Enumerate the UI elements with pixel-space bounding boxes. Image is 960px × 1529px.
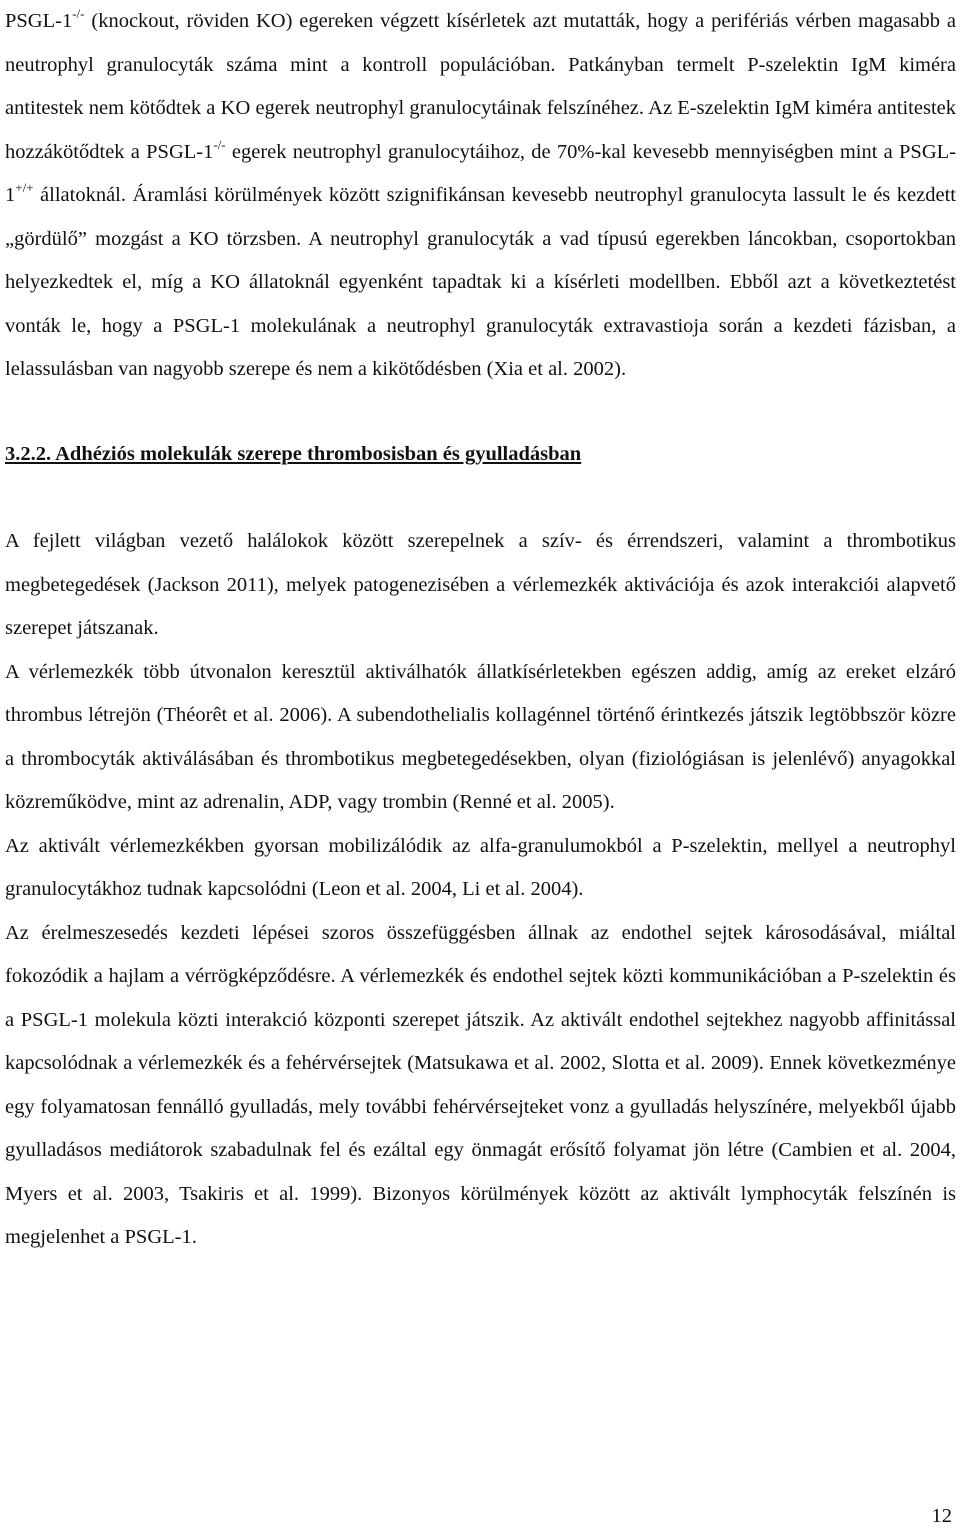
intro-text-3: egerek neutrophyl granulocytáihoz, de 70%-kal kevesebb mennyiségben mint a PSGL-1 <box>5 140 956 206</box>
document-page <box>5 0 956 1260</box>
knockout-superscript: -/- <box>72 5 85 21</box>
page-number: 12 <box>931 1505 952 1527</box>
intro-text-4: állatoknál. Áramlási körülmények között szignifikánsan kevesebb neutrophyl granulocyta lassult le és kezdett „gördülő” mozgást a KO törzsben. A neutrophyl granulocyták a vad típusú egerekben láncokban, csoportokban helyezkedtek el, míg a KO állatoknál egyenként tapadtak ki a kísérleti modellben. Ebből azt a következtetést vonták le, hogy a PSGL-1 molekulának a neutrophyl granulocyták extravastioja során a kezdeti fázisban, a lelassulásban van nagyobb szerepe és nem a kikötődésben (Xia et al. 2002). <box>5 184 956 380</box>
intro-text-2: (knockout, röviden KO) egereken végzett kísérletek azt mutatták, hogy a perifériás vérben magasabb a neutrophyl granulocyták száma mint a kontroll populációban. Patkányban termelt P-szelektin IgM kiméra antitestek nem kötődtek a KO egerek neutrophyl granulocytáinak felszínéhez. Az E-szelektin IgM kiméra antitestek hozzákötődtek a PSGL-1 <box>5 10 956 163</box>
knockout-superscript-2: -/- <box>213 136 226 152</box>
section-spacer <box>5 476 956 520</box>
body-paragraph: Az érelmeszesedés kezdeti lépései szoros összefüggésben állnak az endothel sejtek károsodásával, miáltal fokozódik a hajlam a vérrögképződésre. A vérlemezkék és endothel sejtek közti kommunikációban a P-szelektin és a PSGL-1 molekula közti interakció központi szerepet játszik. Az aktivált endothel sejtekhez nagyobb affinitással kapcsolódnak a vérlemezkék és a fehérvérsejtek (Matsukawa et al. 2002, Slotta et al. 2009). Ennek következménye egy folyamatosan fennálló gyulladás, mely további fehérvérsejteket vonz a gyulladás helyszínére, melyekből újabb gyulladásos mediátorok szabadulnak fel és ezáltal egy önmagát erősítő folyamat jön létre (Cambien et al. 2004, Myers et al. 2003, Tsakiris et al. 1999). Bizonyos körülmények között az aktivált lymphocyták felszínén is megjelenhet a PSGL-1. <box>5 921 956 1248</box>
intro-paragraph <box>5 0 956 392</box>
wildtype-superscript: +/+ <box>15 179 34 195</box>
section-heading: 3.2.2. Adhéziós molekulák szerepe thrombosisban és gyulladásban <box>5 442 582 465</box>
intro-text-1: PSGL-1 <box>5 10 73 32</box>
body-paragraph: A fejlett világban vezető halálokok között szerepelnek a szív- és érrendszeri, valamint a thrombotikus megbetegedések (Jackson 2011), melyek patogenezisében a vérlemezkék aktivációja és azok interakciói alapvető szerepet játszanak. <box>5 530 956 639</box>
body-paragraph: Az aktivált vérlemezkékben gyorsan mobilizálódik az alfa-granulumokból a P-szelektin, mellyel a neutrophyl granulocytákhoz tudnak kapcsolódni (Leon et al. 2004, Li et al. 2004). <box>5 834 956 900</box>
body-paragraph: A vérlemezkék több útvonalon keresztül aktiválhatók állatkísérletekben egészen addig, amíg az ereket elzáró thrombus létrejön (Théorêt et al. 2006). A subendothelialis kollagénnel történő érintkezés játszik legtöbbször közre a thrombocyták aktiválásában és thrombotikus megbetegedésekben, olyan (fiziológiásan is jelenlévő) anyagokkal közreműködve, mint az adrenalin, ADP, vagy trombin (Renné et al. 2005). <box>5 660 956 813</box>
